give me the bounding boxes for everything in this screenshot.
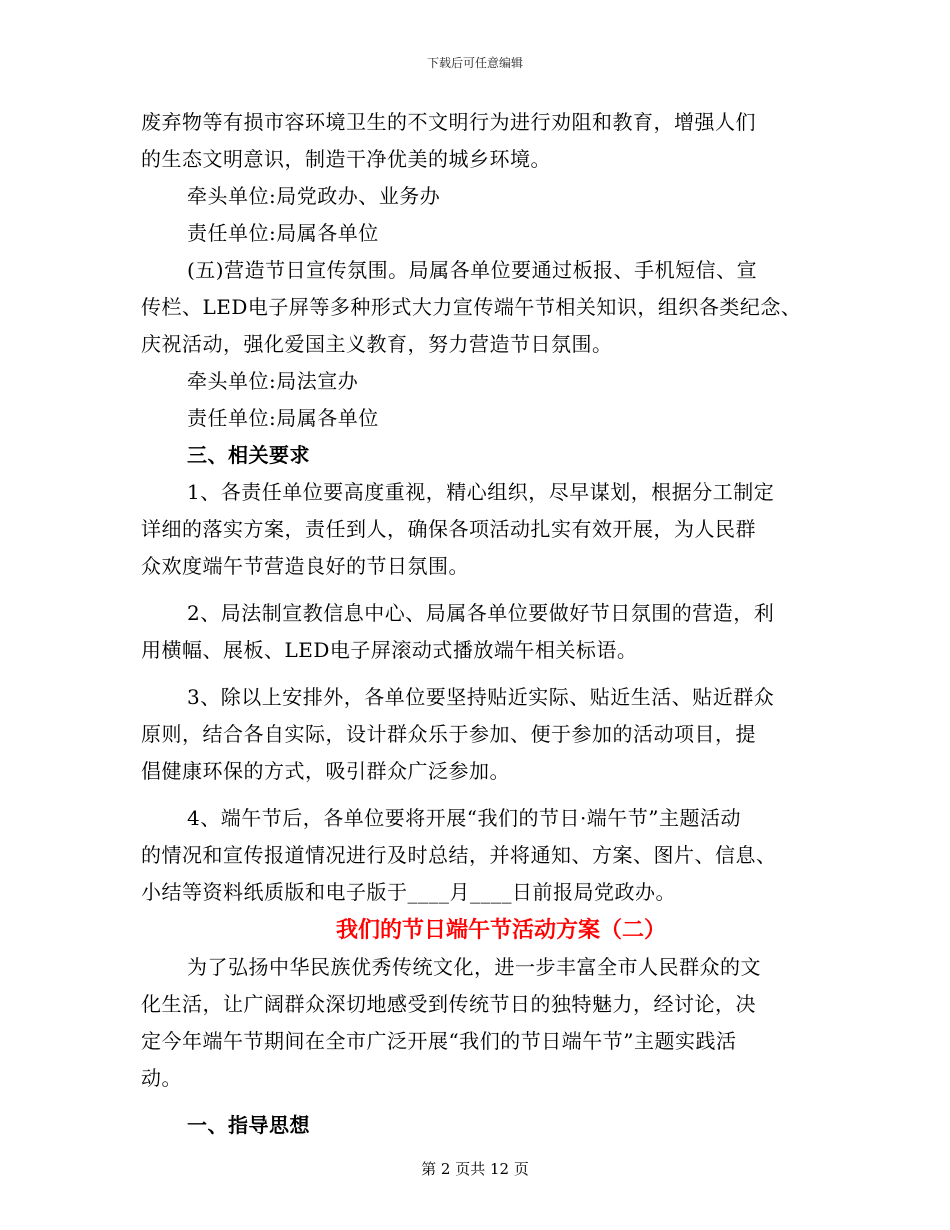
document-body (141, 104, 826, 1144)
requirement-4-line: 的情况和宣传报道情况进行及时总结，并将通知、方案、图片、信息、 (141, 843, 777, 867)
paragraph-line: 化生活，让广阔群众深切地感受到传统节日的独特魅力，经讨论，决 (141, 992, 756, 1016)
paragraph-line: 动。 (141, 1066, 182, 1090)
section-heading: 一、指导思想 (187, 1113, 310, 1137)
requirement-3-line: 3、除以上安排外，各单位要坚持贴近实际、贴近生活、贴近群众 (187, 685, 775, 709)
paragraph-line: 废弃物等有损市容环境卫生的不文明行为进行劝阻和教育，增强人们 (141, 110, 756, 134)
requirement-1-line: 1、各责任单位要高度重视，精心组织，尽早谋划，根据分工制定 (187, 480, 775, 504)
paragraph-line: 定今年端午节期间在全市广泛开展“我们的节日端午节”主题实践活 (141, 1029, 737, 1053)
paragraph-line: (五)营造节日宣传氛围。局属各单位要通过板报、手机短信、宣 (187, 258, 758, 282)
requirement-4-line: 小结等资料纸质版和电子版于____月____日前报局党政办。 (141, 880, 676, 904)
requirement-2-line: 2、局法制宣教信息中心、局属各单位要做好节日氛围的营造，利 (187, 601, 775, 625)
page-header: 下载后可任意编辑 (426, 56, 523, 70)
requirement-3-line: 原则，结合各自实际，设计群众乐于参加、便于参加的活动项目，提 (141, 722, 756, 746)
document-title: 我们的节日端午节活动方案（二） (335, 917, 666, 943)
responsible-unit-line: 责任单位:局属各单位 (187, 221, 379, 245)
requirement-1-line: 众欢度端午节营造良好的节日氛围。 (141, 554, 469, 578)
lead-unit-line: 牵头单位:局党政办、业务办 (187, 184, 441, 208)
requirement-4-line: 4、端午节后，各单位要将开展“我们的节日·端午节”主题活动 (187, 806, 742, 830)
paragraph-line: 的生态文明意识，制造干净优美的城乡环境。 (141, 147, 551, 171)
paragraph-line: 传栏、LED电子屏等多种形式大力宣传端午节相关知识，组织各类纪念、 (141, 295, 802, 319)
section-heading: 三、相关要求 (187, 443, 310, 467)
page-footer: 第 2 页共 12 页 (421, 1160, 529, 1178)
paragraph-line: 庆祝活动，强化爱国主义教育，努力营造节日氛围。 (141, 332, 613, 356)
requirement-1-line: 详细的落实方案，责任到人，确保各项活动扎实有效开展，为人民群 (141, 517, 756, 541)
requirement-3-line: 倡健康环保的方式，吸引群众广泛参加。 (141, 759, 510, 783)
lead-unit-line: 牵头单位:局法宣办 (187, 369, 359, 393)
requirement-2-line: 用横幅、展板、LED电子屏滚动式播放端午相关标语。 (141, 638, 638, 662)
paragraph-line: 为了弘扬中华民族优秀传统文化，进一步丰富全市人民群众的文 (187, 955, 761, 979)
responsible-unit-line: 责任单位:局属各单位 (187, 406, 379, 430)
